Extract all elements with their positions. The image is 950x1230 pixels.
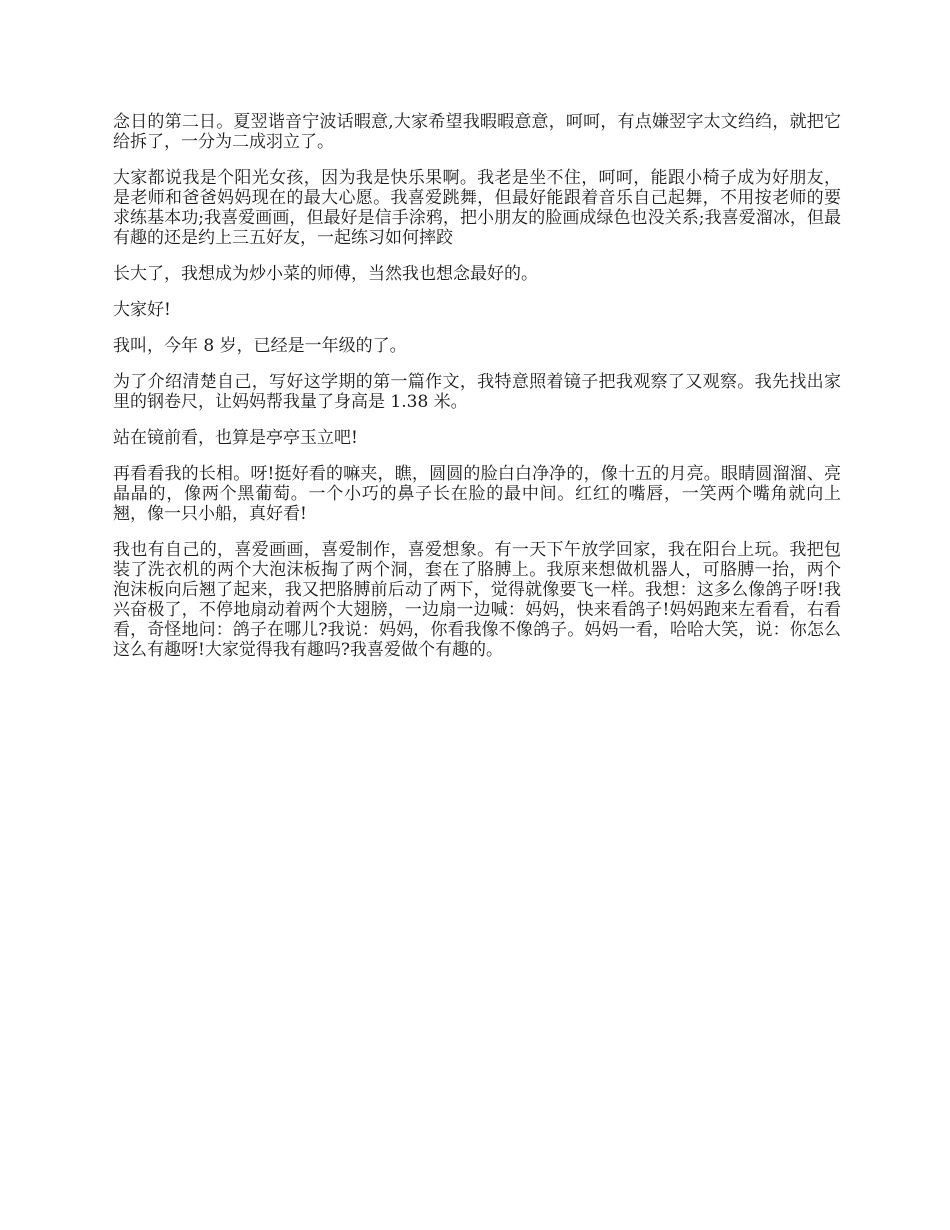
paragraph-7: 站在镜前看，也算是亭亭玉立吧!: [113, 428, 358, 448]
paragraph-2: 大家都说我是个阳光女孩，因为我是快乐果啊。我老是坐不住，呵呵，能跟小椅子成为好朋友，是老师和爸爸妈妈现在的最大心愿。我喜爱跳舞，但最好能跟着音乐自己起舞，不用按老师的要求练基本功;我喜爱画画，但最好是信手涂鸦，把小朋友的脸画成绿色也没关系;我喜爱溜冰，但最有趣的还是约上三五好友，一起练习如何摔跤: [113, 168, 842, 248]
paragraph-6: 为了介绍清楚自己，写好这学期的第一篇作文，我特意照着镜子把我观察了又观察。我先找出家里的钢卷尺，让妈妈帮我量了身高是 1.38 米。: [113, 372, 841, 412]
paragraph-4: 大家好!: [113, 300, 171, 320]
paragraph-5: 我叫，今年 8 岁，已经是一年级的了。: [113, 336, 407, 356]
paragraph-8: 再看看我的长相。呀!挺好看的嘛夹，瞧，圆圆的脸白白净净的，像十五的月亮。眼睛圆溜溜、亮晶晶的，像两个黑葡萄。一个小巧的鼻子长在脸的最中间。红红的嘴唇，一笑两个嘴角就向上翘，像一只小船，真好看!: [113, 464, 841, 524]
paragraph-3: 长大了，我想成为炒小菜的师傅，当然我也想念最好的。: [113, 264, 538, 284]
paragraph-9: 我也有自己的，喜爱画画，喜爱制作，喜爱想象。有一天下午放学回家，我在阳台上玩。我把包装了洗衣机的两个大泡沫板掏了两个洞，套在了胳膊上。我原来想做机器人，可胳膊一抬，两个泡沫板向后翘了起来，我又把胳膊前后动了两下，觉得就像要飞一样。我想：这多么像鸽子呀!我兴奋极了，不停地扇动着两个大翅膀，一边扇一边喊：妈妈，快来看鸽子!妈妈跑来左看看，右看看，奇怪地问：鸽子在哪儿?我说：妈妈，你看我像不像鸽子。妈妈一看，哈哈大笑，说：你怎么这么有趣呀!大家觉得我有趣吗?我喜爱做个有趣的。: [113, 540, 841, 660]
document-body: [113, 112, 841, 676]
paragraph-1: 念日的第二日。夏翌谐音宁波话暇意,大家希望我暇暇意意，呵呵，有点嫌翌字太文绉绉，就把它给拆了，一分为二成羽立了。: [113, 112, 841, 152]
